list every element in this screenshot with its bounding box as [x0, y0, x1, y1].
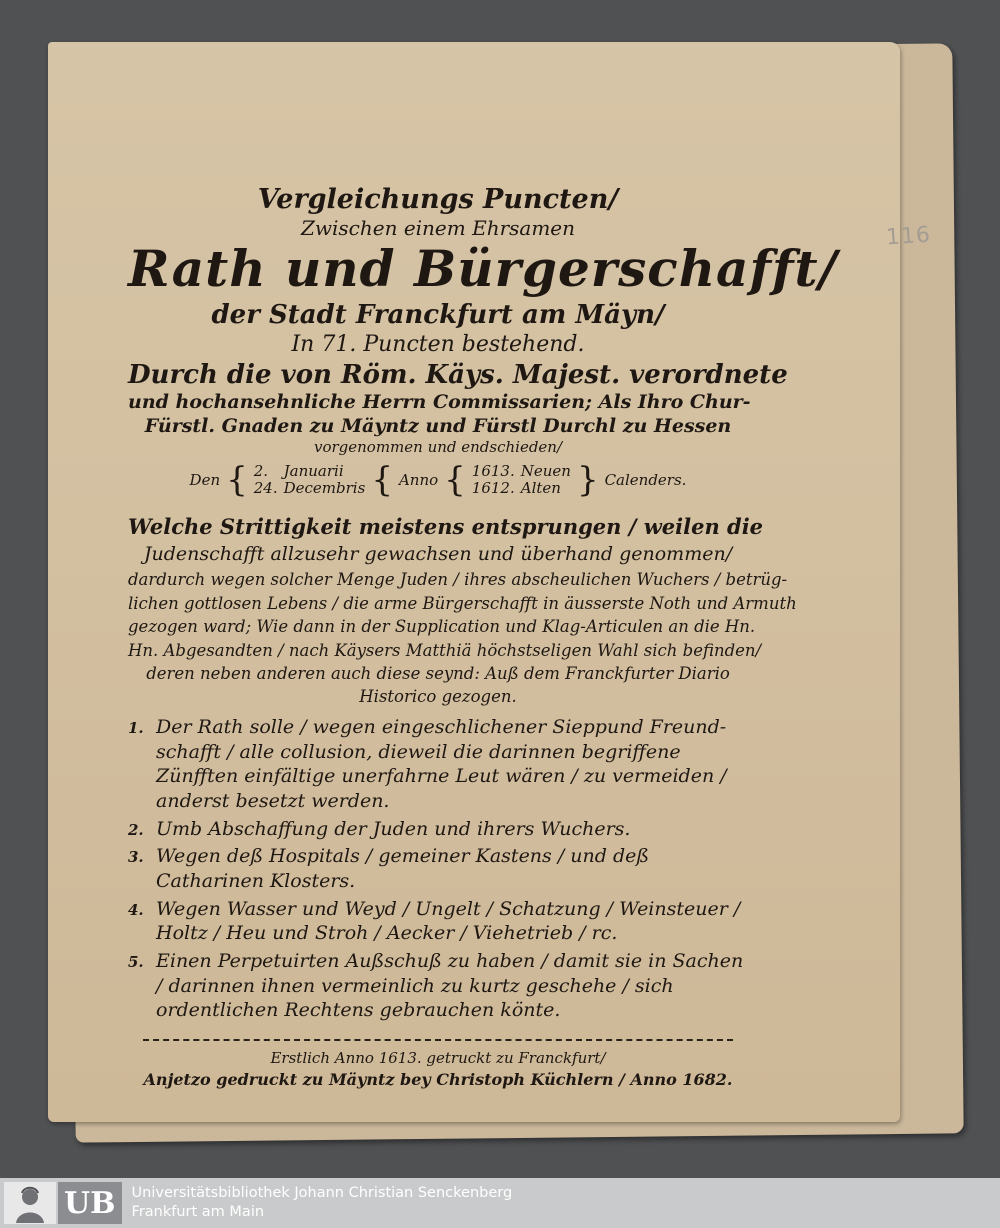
title-line-8: Fürstl. Gnaden zu Mäyntz und Fürstl Durchl zu Hessen — [144, 415, 732, 437]
point-text: Umb Abschaffung der Juden und ihrers Wuchers. — [156, 817, 631, 840]
body-line-5: gezogen ward; Wie dann in der Supplication und Klag-Articulen an die Hn. — [128, 617, 756, 637]
date-line — [128, 460, 748, 501]
date-year-new: 1613. — [471, 462, 515, 480]
point-item — [128, 897, 748, 946]
body-line-4: lichen gottlosen Lebens / die arme Bürgerschafft in äusserste Noth und Armuth — [128, 593, 797, 613]
point-number: 1. — [128, 718, 144, 737]
title-line-4: der Stadt Franckfurt am Mäyn/ — [211, 300, 665, 330]
pencil-annotation: 116 — [885, 222, 932, 251]
title-line-7: und hochansehnliche Herrn Commissarien; Als Ihro Chur- — [128, 391, 751, 413]
point-text: Wegen Wasser und Weyd / Ungelt / Schatzung / Weinsteuer / Holtz / Heu und Stroh / Aecker / Viehetrieb / rc. — [156, 897, 741, 945]
date-years — [472, 463, 515, 498]
ub-logo-text: UB — [58, 1182, 122, 1224]
body-paragraph — [128, 512, 797, 709]
brace-left-3: { — [444, 460, 466, 501]
point-item — [128, 844, 748, 893]
body-line-6: Hn. Abgesandten / nach Käysers Matthiä höchstseligen Wahl sich befinden/ — [128, 640, 762, 660]
title-main: Rath und Bürgerschafft/ — [128, 239, 838, 298]
date-style-new: Neuen — [520, 462, 571, 480]
point-text: Der Rath solle / wegen eingeschlichener Sieppund Freund-schafft / alle collusion, dieweil die darinnen begriffene Zünfften einfältige unerfahrne Leut wären / zu vermeiden / anderst besetzt werden. — [156, 715, 727, 812]
point-item — [128, 949, 748, 1023]
date-months — [284, 463, 366, 498]
point-item — [128, 715, 748, 814]
date-day-new: 2. — [253, 462, 269, 480]
colophon-line-1: Erstlich Anno 1613. getruckt zu Franckfurt/ — [270, 1049, 606, 1068]
brace-right: } — [576, 460, 599, 501]
date-year-old: 1612. — [471, 479, 515, 498]
point-number: 5. — [128, 953, 144, 971]
title-line-5: In 71. Puncten bestehend. — [291, 332, 585, 357]
point-text: Wegen deß Hospitals / gemeiner Kastens / und deß Catharinen Klosters. — [156, 845, 650, 892]
date-calenders: Calenders. — [604, 471, 687, 490]
document-page — [48, 42, 932, 1122]
title-line-2: Zwischen einem Ehrsamen — [300, 216, 575, 240]
date-month-old: Decembris — [283, 479, 366, 498]
point-number: 4. — [128, 900, 144, 919]
date-month-new: Januarii — [283, 462, 344, 480]
date-day-old: 24. — [253, 479, 278, 498]
point-number: 3. — [128, 848, 144, 867]
colophon-line-2: Anjetzo gedruckt zu Mäyntz bey Christoph Küchlern / Anno 1682. — [143, 1070, 733, 1090]
divider-rule — [143, 1039, 733, 1041]
date-styles — [521, 463, 571, 498]
date-den: Den — [189, 471, 221, 490]
date-anno: Anno — [398, 471, 439, 490]
numbered-points — [128, 715, 748, 1023]
printed-text — [128, 172, 838, 1090]
footer-text — [132, 1184, 513, 1222]
body-line-2: Judenschafft allzusehr gewachsen und überhand genommen/ — [143, 543, 733, 566]
body-line-3: dardurch wegen solcher Menge Juden / ihres abscheulichen Wuchers / betrüg- — [128, 570, 788, 590]
body-line-7: deren neben anderen auch diese seynd: Auß dem Franckfurter Diario — [146, 663, 730, 683]
point-number: 2. — [128, 820, 144, 839]
library-logo — [4, 1182, 122, 1224]
point-text: Einen Perpetuirten Außschuß zu haben / damit sie in Sachen / darinnen ihnen vermeinlich zu kurtz geschehe / sich ordentlichen Rechtens gebrauchen könte. — [156, 950, 744, 1022]
body-line-1: Welche Strittigkeit meistens entsprungen / weilen die — [128, 513, 764, 539]
title-line-6: Durch die von Röm. Käys. Majest. verordnete — [128, 360, 788, 390]
point-item — [128, 817, 748, 842]
footer-line-1: Universitätsbibliothek Johann Christian Senckenberg — [131, 1185, 513, 1202]
portrait-icon — [4, 1182, 56, 1224]
title-line-9: vorgenommen und endschieden/ — [313, 438, 563, 456]
brace-left-2: { — [371, 460, 393, 501]
date-days — [254, 463, 278, 498]
body-line-8: Historico gezogen. — [359, 687, 517, 707]
library-footer — [0, 1178, 1000, 1228]
footer-line-2: Frankfurt am Main — [131, 1204, 265, 1220]
title-line-1: Vergleichungs Puncten/ — [257, 184, 619, 215]
brace-left-1: { — [226, 460, 248, 501]
date-style-old: Alten — [520, 479, 561, 498]
